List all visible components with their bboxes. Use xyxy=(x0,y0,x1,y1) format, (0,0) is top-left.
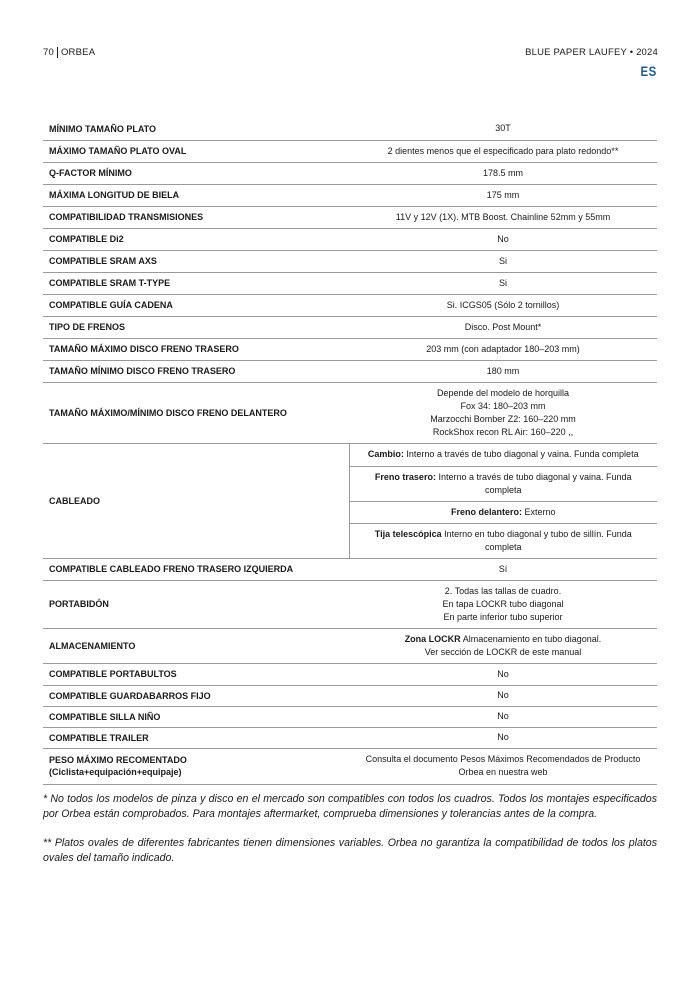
spec-key: TAMAÑO MÍNIMO DISCO FRENO TRASERO xyxy=(43,360,349,382)
spec-key: COMPATIBLE GUARDABARROS FIJO xyxy=(43,685,349,706)
spec-value xyxy=(349,628,657,663)
key-line: PESO MÁXIMO RECOMENTADO xyxy=(49,755,187,765)
spec-key: COMPATIBLE GUÍA CADENA xyxy=(43,294,349,316)
table-row xyxy=(43,727,657,748)
spec-value: No xyxy=(349,228,657,250)
spec-value: 2 dientes menos que el especificado para plato redondo** xyxy=(349,140,657,162)
spec-key: TAMAÑO MÁXIMO/MÍNIMO DISCO FRENO DELANTERO xyxy=(43,382,349,443)
spec-value: No xyxy=(349,663,657,685)
spec-value xyxy=(349,580,657,628)
table-row xyxy=(43,706,657,727)
spec-key: COMPATIBILIDAD TRANSMISIONES xyxy=(43,206,349,228)
spec-key: PORTABIDÓN xyxy=(43,580,349,628)
value-line: Orbea en nuestra web xyxy=(458,767,548,777)
cable-routing-item xyxy=(349,523,657,558)
spec-key xyxy=(43,748,349,784)
table-row xyxy=(43,580,657,628)
value-line: En parte inferior tubo superior xyxy=(443,611,563,622)
spec-value: 30T xyxy=(349,118,657,140)
spec-value xyxy=(349,748,657,784)
spec-key: COMPATIBLE SILLA NIÑO xyxy=(43,706,349,727)
cable-label: Tija telescópica xyxy=(374,528,442,539)
cable-routing-item xyxy=(349,501,657,523)
spec-value: 175 mm xyxy=(349,184,657,206)
language-tag: ES xyxy=(640,63,657,79)
table-row xyxy=(43,294,657,316)
spec-key: TIPO DE FRENOS xyxy=(43,316,349,338)
footnote: ** Platos ovales de diferentes fabricantes tienen dimensiones variables. Orbea no garantiza la compatibilidad de todos los platos ovales del tamaño indicado. xyxy=(43,837,657,864)
cable-text: Interno en tubo diagonal y tubo de sillín. Funda completa xyxy=(441,528,632,552)
value-line: Ver sección de LOCKR de este manual xyxy=(424,646,582,657)
spec-value: No xyxy=(349,685,657,706)
table-row xyxy=(43,206,657,228)
table-row xyxy=(43,250,657,272)
table-row xyxy=(43,685,657,706)
table-row xyxy=(43,228,657,250)
table-row xyxy=(43,184,657,206)
spec-key: MÁXIMA LONGITUD DE BIELA xyxy=(43,184,349,206)
table-row xyxy=(43,558,657,580)
brand-name: ORBEA xyxy=(60,47,96,58)
spec-value: Si. ICGS05 (Sólo 2 tornillos) xyxy=(349,294,657,316)
spec-value: Si xyxy=(349,272,657,294)
table-row xyxy=(43,382,657,443)
footnote: * No todos los modelos de pinza y disco en el mercado son compatibles con todos los cuadros. Todos los montajes especificados por Orbea están comprobados. Para montajes aftermarket, comprueba dimensiones y tolerancias antes de la compra. xyxy=(43,793,657,820)
spec-key: ALMACENAMIENTO xyxy=(43,628,349,663)
cable-text: Interno a través de tubo diagonal y vaina. Funda completa xyxy=(435,471,632,495)
spec-value: 11V y 12V (1X). MTB Boost. Chainline 52mm y 55mm xyxy=(349,206,657,228)
cable-text: Externo xyxy=(521,506,556,517)
spec-value xyxy=(349,382,657,443)
spec-key: COMPATIBLE SRAM T-TYPE xyxy=(43,272,349,294)
key-line: (Ciclista+equipación+equipaje) xyxy=(49,767,182,777)
cable-routing-item xyxy=(349,443,657,466)
table-row xyxy=(43,628,657,663)
cable-text: Interno a través de tubo diagonal y vaina. Funda completa xyxy=(403,449,639,459)
value-line: RockShox recon RL Air: 160–220 ,, xyxy=(432,426,574,437)
spec-key: COMPATIBLE TRAILER xyxy=(43,727,349,748)
table-row xyxy=(43,443,657,466)
spec-value: No xyxy=(349,706,657,727)
table-row xyxy=(43,162,657,184)
value-line: 2. Todas las tallas de cuadro. xyxy=(444,585,562,596)
spec-key: COMPATIBLE CABLEADO FRENO TRASERO IZQUIERDA xyxy=(43,558,349,580)
storage-text: Almacenamiento en tubo diagonal. xyxy=(460,633,602,644)
spec-value: Si xyxy=(349,250,657,272)
cable-label: Cambio: xyxy=(367,449,404,459)
spec-key: Q-FACTOR MÍNIMO xyxy=(43,162,349,184)
table-row xyxy=(43,272,657,294)
spec-value: No xyxy=(349,727,657,748)
value-line xyxy=(357,633,649,646)
value-line: Fox 34: 180–203 mm xyxy=(460,400,546,411)
table-row xyxy=(43,748,657,784)
storage-label: Zona LOCKR xyxy=(404,633,461,644)
table-row xyxy=(43,360,657,382)
value-line: Depende del modelo de horquilla xyxy=(436,387,570,398)
table-row xyxy=(43,118,657,140)
spec-value: 203 mm (con adaptador 180–203 mm) xyxy=(349,338,657,360)
spec-key: TAMAÑO MÁXIMO DISCO FRENO TRASERO xyxy=(43,338,349,360)
spec-value: Disco. Post Mount* xyxy=(349,316,657,338)
document-title: BLUE PAPER LAUFEY • 2024 xyxy=(525,47,658,58)
table-row xyxy=(43,316,657,338)
spec-key: MÍNIMO TAMAÑO PLATO xyxy=(43,118,349,140)
value-line: Consulta el documento Pesos Máximos Recomendados de Producto xyxy=(365,754,641,764)
spec-key: CABLEADO xyxy=(43,443,349,558)
cable-label: Freno trasero: xyxy=(374,471,436,482)
spec-key: COMPATIBLE SRAM AXS xyxy=(43,250,349,272)
cable-routing-item xyxy=(349,466,657,501)
table-row xyxy=(43,338,657,360)
table-row xyxy=(43,140,657,162)
spec-key: COMPATIBLE PORTABULTOS xyxy=(43,663,349,685)
spec-value: Sí xyxy=(349,558,657,580)
spec-key: MÁXIMO TAMAÑO PLATO OVAL xyxy=(43,140,349,162)
table-row xyxy=(43,663,657,685)
spec-value: 180 mm xyxy=(349,360,657,382)
value-line: Marzocchi Bomber Z2: 160–220 mm xyxy=(430,413,576,424)
spec-key: COMPATIBLE Di2 xyxy=(43,228,349,250)
page-header-left xyxy=(43,47,95,58)
cable-label: Freno delantero: xyxy=(450,506,522,517)
value-line: En tapa LOCKR tubo diagonal xyxy=(442,598,564,609)
footnotes xyxy=(43,792,657,880)
specifications-table xyxy=(43,118,657,785)
spec-value: 178.5 mm xyxy=(349,162,657,184)
page-number: 70 xyxy=(43,47,54,58)
header-divider xyxy=(57,47,58,58)
